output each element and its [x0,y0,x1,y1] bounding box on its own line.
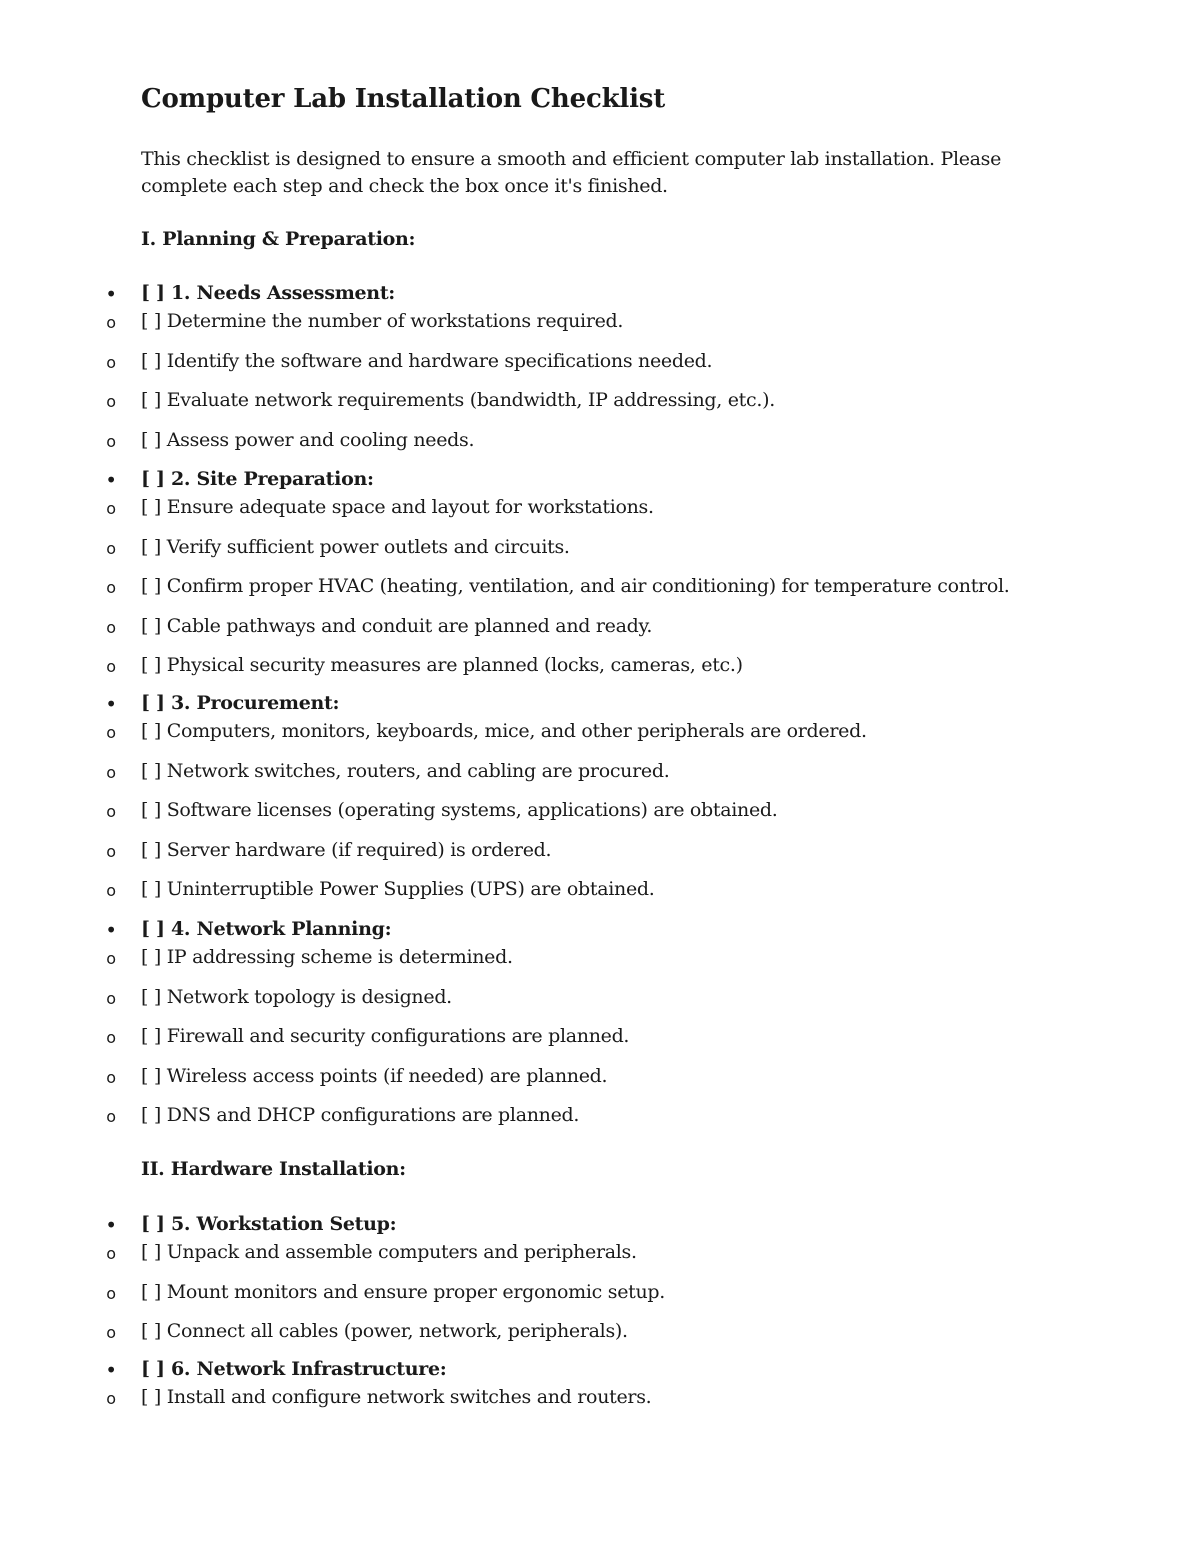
checklist-subitem-text: [ ] Cable pathways and conduit are planned and ready. [141,614,653,637]
sub-bullet-marker: o [106,1067,116,1087]
checklist-subitem-text: [ ] Firewall and security configurations are planned. [141,1025,630,1047]
checklist-subitem [106,389,775,411]
checklist-item [105,692,340,716]
checklist-subitem-text: [ ] Uninterruptible Power Supplies (UPS) are obtained. [141,878,655,900]
checklist-subitem [106,428,475,451]
sub-bullet-marker: o [106,352,116,372]
checklist-subitem-text: [ ] Wireless access points (if needed) are planned. [141,1064,608,1087]
sub-bullet-marker: o [106,1389,116,1408]
bullet-marker: • [105,1213,117,1237]
bullet-marker: • [105,692,117,716]
sub-bullet-marker: o [106,881,116,900]
checklist-subitem [106,535,570,558]
checklist-subitem-text: [ ] Network topology is designed. [141,985,452,1008]
checklist-subitem-text: [ ] IP addressing scheme is determined. [141,946,513,968]
checklist-subitem [106,1386,652,1408]
sub-bullet-marker: o [106,988,116,1008]
checklist-subitem [106,349,713,372]
section-heading: II. Hardware Installation: [141,1158,406,1180]
sub-bullet-marker: o [106,538,116,558]
checklist-subitem [106,1064,608,1087]
checklist-subitem [106,310,624,332]
checklist-item-label: [ ] 3. Procurement: [141,692,340,714]
sub-bullet-marker: o [106,1323,116,1342]
checklist-subitem-text: [ ] Computers, monitors, keyboards, mice, and other peripherals are ordered. [141,720,867,742]
sub-bullet-marker: o [106,1283,116,1303]
checklist-item-label: [ ] 4. Network Planning: [141,918,392,940]
checklist-subitem [106,575,1010,597]
checklist-subitem [106,1280,666,1303]
checklist-subitem [106,1025,630,1047]
checklist-subitem-text: [ ] Mount monitors and ensure proper ergonomic setup. [141,1280,666,1303]
checklist-subitem-text: [ ] Software licenses (operating systems, applications) are obtained. [141,799,778,821]
checklist-subitem [106,614,653,637]
checklist-subitem-text: [ ] Confirm proper HVAC (heating, ventilation, and air conditioning) for temperature control. [141,575,1010,597]
checklist-item-label: [ ] 6. Network Infrastructure: [141,1358,447,1380]
checklist-subitem [106,759,670,782]
sub-bullet-marker: o [106,499,116,518]
checklist-subitem-text: [ ] Ensure adequate space and layout for workstations. [141,496,654,518]
checklist-subitem [106,496,654,518]
checklist-subitem-text: [ ] Physical security measures are planned (locks, cameras, etc.) [141,654,743,676]
checklist-item [105,1213,397,1237]
sub-bullet-marker: o [106,431,116,451]
checklist-item [105,918,392,942]
sub-bullet-marker: o [106,657,116,676]
checklist-item-label: [ ] 2. Site Preparation: [141,468,374,490]
checklist-subitem [106,838,552,861]
document-title: Computer Lab Installation Checklist [141,84,666,114]
checklist-subitem [106,985,452,1008]
checklist-subitem-text: [ ] Assess power and cooling needs. [141,428,475,451]
intro-paragraph: This checklist is designed to ensure a smooth and efficient computer lab installation. Please complete each step and check the box once it's finished. [141,148,1002,197]
sub-bullet-marker: o [106,1107,116,1126]
bullet-marker: • [105,282,117,306]
sub-bullet-marker: o [106,578,116,597]
checklist-subitem [106,1104,580,1126]
bullet-marker: • [105,1358,117,1382]
checklist-subitem-text: [ ] Server hardware (if required) is ordered. [141,838,552,861]
section-heading: I. Planning & Preparation: [141,228,416,250]
bullet-marker: • [105,918,117,942]
checklist-subitem [106,1241,637,1263]
sub-bullet-marker: o [106,313,116,332]
checklist-subitem-text: [ ] Connect all cables (power, network, peripherals). [141,1320,628,1342]
sub-bullet-marker: o [106,1028,116,1047]
sub-bullet-marker: o [106,617,116,637]
checklist-subitem-text: [ ] Determine the number of workstations required. [141,310,624,332]
checklist-item-label: [ ] 1. Needs Assessment: [141,282,396,304]
bullet-marker: • [105,468,117,492]
checklist-subitem [106,1320,628,1342]
checklist-subitem [106,654,743,676]
sub-bullet-marker: o [106,949,116,968]
sub-bullet-marker: o [106,723,116,742]
sub-bullet-marker: o [106,841,116,861]
checklist-item-label: [ ] 5. Workstation Setup: [141,1213,397,1235]
checklist-subitem [106,720,867,742]
checklist-subitem [106,878,655,900]
checklist-subitem-text: [ ] Identify the software and hardware specifications needed. [141,349,713,372]
checklist-item [105,1358,447,1382]
checklist-subitem-text: [ ] Verify sufficient power outlets and circuits. [141,535,570,558]
sub-bullet-marker: o [106,802,116,821]
sub-bullet-marker: o [106,762,116,782]
checklist-subitem-text: [ ] Evaluate network requirements (bandwidth, IP addressing, etc.). [141,389,775,411]
checklist-subitem [106,799,778,821]
checklist-subitem [106,946,513,968]
checklist-subitem-text: [ ] DNS and DHCP configurations are planned. [141,1104,580,1126]
sub-bullet-marker: o [106,392,116,411]
checklist-item [105,282,396,306]
checklist-item [105,468,374,492]
checklist-subitem-text: [ ] Network switches, routers, and cabling are procured. [141,759,670,782]
sub-bullet-marker: o [106,1244,116,1263]
checklist-subitem-text: [ ] Install and configure network switches and routers. [141,1386,652,1408]
checklist-subitem-text: [ ] Unpack and assemble computers and peripherals. [141,1241,637,1263]
